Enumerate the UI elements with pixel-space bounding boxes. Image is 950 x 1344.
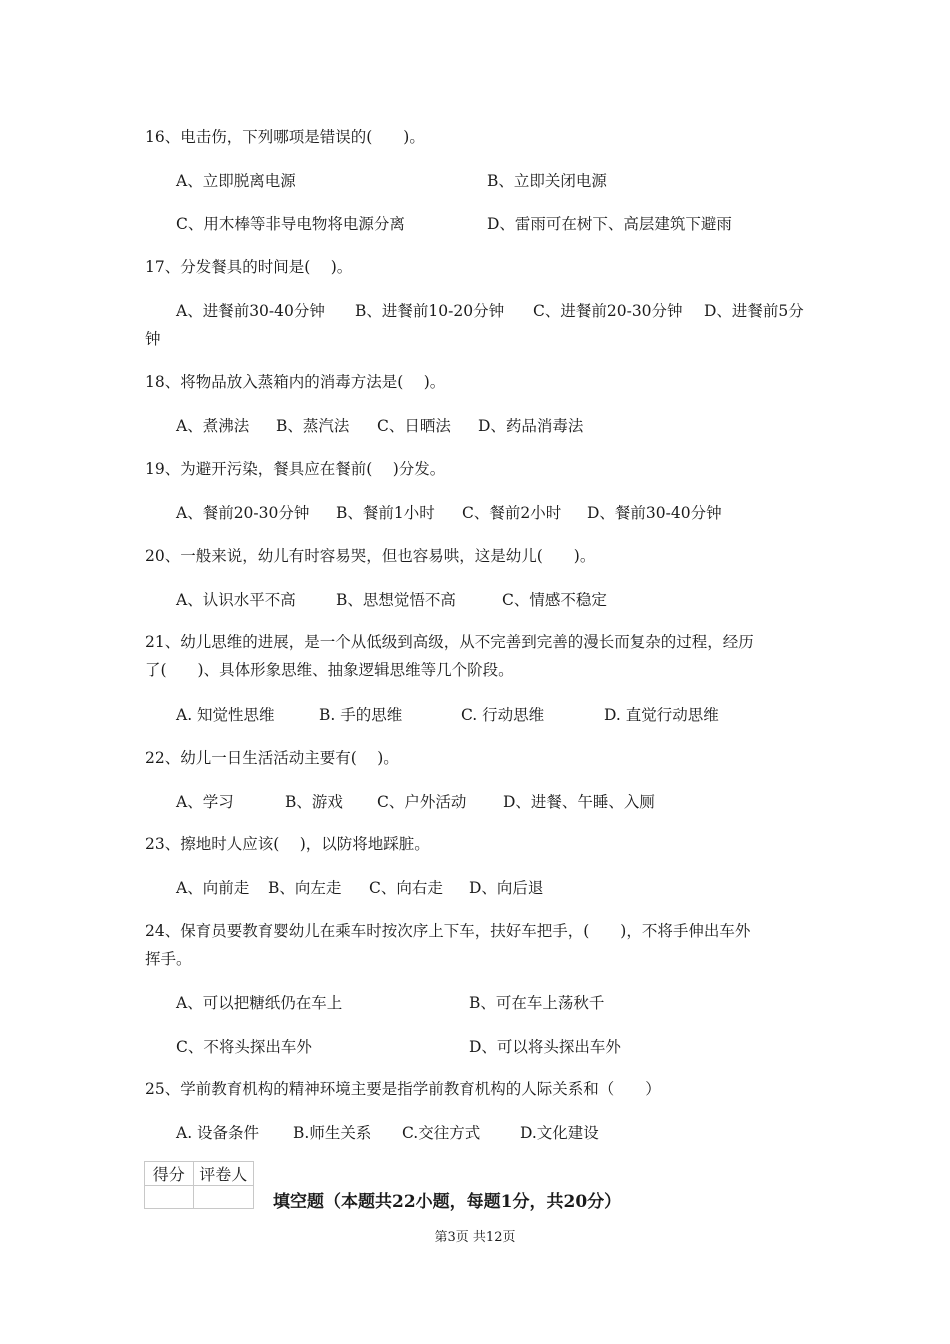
question-21-stem: 21、幼儿思维的进展，是一个从低级到高级，从不完善到完善的漫长而复杂的过程，经历 <box>145 633 754 651</box>
question-22-option-a: A、学习 <box>176 793 234 811</box>
question-21-option-a: A. 知觉性思维 <box>176 706 275 724</box>
question-24-continuation: 挥手。 <box>145 950 192 968</box>
question-19-option-c: C、餐前2小时 <box>462 504 562 522</box>
question-23-option-c: C、向右走 <box>369 879 443 897</box>
question-21-option-d: D. 直觉行动思维 <box>604 706 719 724</box>
score-table <box>144 1161 254 1209</box>
question-16-option-d: D、雷雨可在树下、高层建筑下避雨 <box>487 215 732 233</box>
question-19-stem: 19、为避开污染，餐具应在餐前( )分发。 <box>145 460 446 478</box>
question-25-option-d: D.文化建设 <box>520 1124 599 1142</box>
question-23-stem: 23、擦地时人应该( )，以防将地踩脏。 <box>145 835 430 853</box>
question-21-option-c: C. 行动思维 <box>461 706 545 724</box>
question-18-option-c: C、日晒法 <box>377 417 451 435</box>
question-23-option-d: D、向后退 <box>469 879 544 897</box>
page-footer: 第3页 共12页 <box>434 1230 516 1245</box>
question-20-option-b: B、思想觉悟不高 <box>336 591 456 609</box>
question-24-stem: 24、保育员要教育婴幼儿在乘车时按次序上下车，扶好车把手，( )，不将手伸出车外 <box>145 922 751 940</box>
score-cell <box>145 1186 194 1209</box>
question-19-option-a: A、餐前20-30分钟 <box>176 504 310 522</box>
question-21-option-b: B. 手的思维 <box>319 706 403 724</box>
question-19-option-b: B、餐前1小时 <box>336 504 435 522</box>
question-16-option-b: B、立即关闭电源 <box>487 172 607 190</box>
question-21-continuation: 了( )、具体形象思维、抽象逻辑思维等几个阶段。 <box>145 661 514 679</box>
question-25-stem: 25、学前教育机构的精神环境主要是指学前教育机构的人际关系和（ ） <box>145 1080 661 1098</box>
question-18-option-d: D、药品消毒法 <box>478 417 584 435</box>
question-23-option-b: B、向左走 <box>268 879 342 897</box>
question-18-option-b: B、蒸汽法 <box>276 417 350 435</box>
question-24-option-a: A、可以把糖纸仍在车上 <box>176 994 343 1012</box>
grader-cell <box>193 1186 253 1209</box>
question-25-option-b: B.师生关系 <box>293 1124 372 1142</box>
score-header: 得分 <box>145 1162 194 1186</box>
question-22-stem: 22、幼儿一日生活活动主要有( )。 <box>145 749 399 767</box>
question-19-option-d: D、餐前30-40分钟 <box>587 504 722 522</box>
question-18-option-a: A、煮沸法 <box>176 417 250 435</box>
question-22-option-d: D、进餐、午睡、入厕 <box>503 793 655 811</box>
question-25-option-a: A. 设备条件 <box>176 1124 260 1142</box>
question-22-option-b: B、游戏 <box>285 793 343 811</box>
question-18-stem: 18、将物品放入蒸箱内的消毒方法是( )。 <box>145 373 446 391</box>
question-17-option-c: C、进餐前20-30分钟 <box>533 302 683 320</box>
question-17-stem: 17、分发餐具的时间是( )。 <box>145 258 353 276</box>
grader-header: 评卷人 <box>193 1162 253 1186</box>
question-24-option-d: D、可以将头探出车外 <box>469 1038 621 1056</box>
question-20-stem: 20、一般来说，幼儿有时容易哭，但也容易哄，这是幼儿( )。 <box>145 547 596 565</box>
question-20-option-c: C、情感不稳定 <box>502 591 607 609</box>
question-17-option-b: B、进餐前10-20分钟 <box>355 302 505 320</box>
question-17-option-a: A、进餐前30-40分钟 <box>176 302 325 320</box>
question-24-option-b: B、可在车上荡秋千 <box>469 994 605 1012</box>
question-17-continuation: 钟 <box>145 330 161 348</box>
question-24-option-c: C、不将头探出车外 <box>176 1038 312 1056</box>
question-23-option-a: A、向前走 <box>176 879 250 897</box>
section-title: 填空题（本题共22小题，每题1分，共20分） <box>273 1192 622 1212</box>
question-16-option-c: C、用木棒等非导电物将电源分离 <box>176 215 405 233</box>
question-20-option-a: A、认识水平不高 <box>176 591 296 609</box>
question-17-option-d: D、进餐前5分 <box>704 302 804 320</box>
question-16-option-a: A、立即脱离电源 <box>176 172 296 190</box>
question-22-option-c: C、户外活动 <box>377 793 467 811</box>
question-16-stem: 16、电击伤，下列哪项是错误的( )。 <box>145 128 425 146</box>
question-25-option-c: C.交往方式 <box>402 1124 481 1142</box>
